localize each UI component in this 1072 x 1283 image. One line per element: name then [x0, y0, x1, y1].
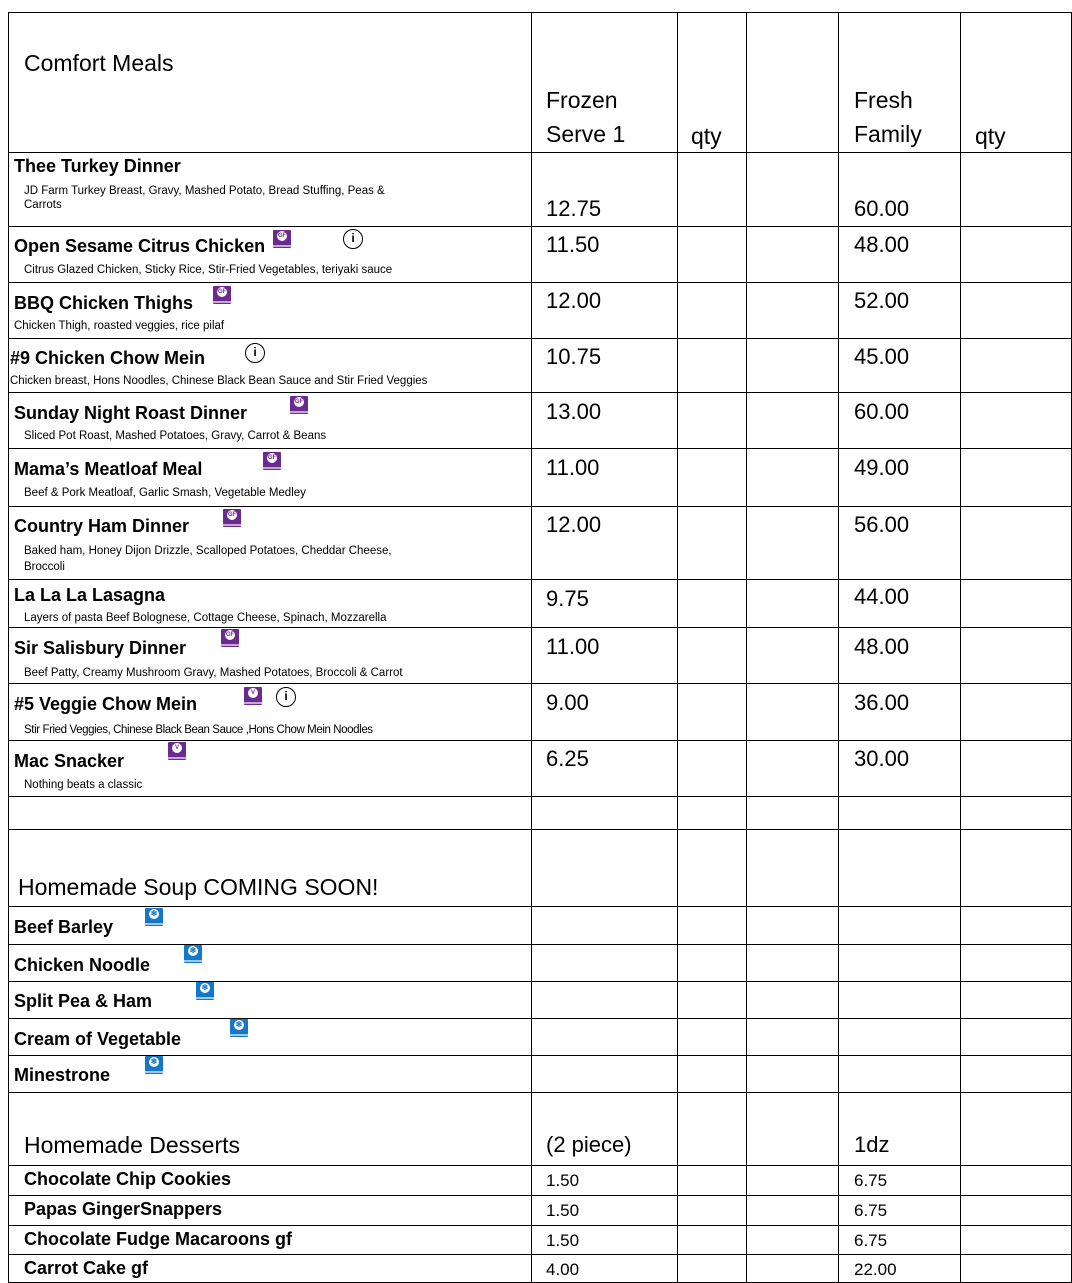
row-line — [8, 796, 1072, 797]
vegetarian-icon: V — [168, 742, 186, 760]
price-fresh: 48.00 — [854, 634, 910, 659]
price-fresh: 52.00 — [854, 288, 910, 313]
col-header-fresh: Fresh — [854, 87, 913, 113]
row-line — [8, 1195, 1072, 1196]
item-description: Beef Patty, Creamy Mushroom Gravy, Mashed Potatoes, Broccoli & Carrot — [24, 667, 403, 679]
soup-name: Beef Barley — [14, 917, 114, 937]
row-line — [8, 627, 1072, 628]
row-line — [8, 226, 1072, 227]
price-fresh: 56.00 — [854, 512, 910, 537]
item-name: #9 Chicken Chow Mein — [10, 348, 206, 368]
col-header-qty-fresh: qty — [975, 123, 1006, 149]
soup-name: Cream of Vegetable — [14, 1029, 182, 1049]
col-header-2-piece: (2 piece) — [546, 1132, 632, 1157]
price-frozen: 12.00 — [546, 288, 602, 313]
item-description: Beef & Pork Meatloaf, Garlic Smash, Vegetable Medley — [24, 487, 306, 499]
price-2-piece: 1.50 — [546, 1231, 580, 1250]
price-2-piece: 4.00 — [546, 1260, 580, 1279]
price-frozen: 10.75 — [546, 344, 602, 369]
frozen-snowflake-icon: ❄ — [145, 908, 163, 926]
col-header-dozen: 1dz — [854, 1132, 890, 1157]
dessert-name: Chocolate Fudge Macaroons gf — [24, 1229, 293, 1249]
row-line — [8, 506, 1072, 507]
price-dozen: 6.75 — [854, 1231, 888, 1250]
item-description: Broccoli — [24, 561, 65, 573]
price-frozen: 9.00 — [546, 690, 589, 715]
item-name: Sir Salisbury Dinner — [14, 638, 187, 658]
row-line — [8, 579, 1072, 580]
gluten-friendly-icon: GF — [223, 509, 241, 527]
row-line — [8, 683, 1072, 684]
price-fresh: 45.00 — [854, 344, 910, 369]
price-frozen: 6.25 — [546, 746, 589, 771]
gluten-friendly-icon: GF — [290, 396, 308, 414]
price-fresh: 60.00 — [854, 399, 910, 424]
item-description: Layers of pasta Beef Bolognese, Cottage Cheese, Spinach, Mozzarella — [24, 612, 387, 624]
vegetarian-icon: V — [244, 687, 262, 705]
row-line — [8, 282, 1072, 283]
soup-name: Split Pea & Ham — [14, 991, 153, 1011]
soup-name: Chicken Noodle — [14, 955, 151, 975]
row-line — [8, 944, 1072, 945]
item-description: Carrots — [24, 199, 62, 211]
item-description: Nothing beats a classic — [24, 779, 143, 791]
row-line — [8, 1092, 1072, 1093]
item-description: JD Farm Turkey Breast, Gravy, Mashed Potato, Bread Stuffing, Peas & — [24, 185, 385, 197]
gluten-friendly-icon: GF — [213, 286, 231, 304]
price-2-piece: 1.50 — [546, 1201, 580, 1220]
section-title-soup: Homemade Soup COMING SOON! — [18, 874, 379, 900]
price-fresh: 36.00 — [854, 690, 910, 715]
row-line — [8, 1225, 1072, 1226]
frozen-snowflake-icon: ❄ — [184, 945, 202, 963]
col-header-serve-1: Serve 1 — [546, 121, 626, 147]
price-fresh: 44.00 — [854, 584, 910, 609]
gluten-friendly-icon: GF — [221, 629, 239, 647]
price-frozen: 11.00 — [546, 455, 600, 480]
item-name: Country Ham Dinner — [14, 516, 190, 536]
soup-name: Minestrone — [14, 1065, 111, 1085]
price-fresh: 48.00 — [854, 232, 910, 257]
dessert-name: Chocolate Chip Cookies — [24, 1169, 232, 1189]
item-name: Sunday Night Roast Dinner — [14, 403, 248, 423]
row-line — [8, 740, 1072, 741]
row-line — [8, 1254, 1072, 1255]
border-top — [8, 12, 1072, 13]
item-description: Chicken breast, Hons Noodles, Chinese Black Bean Sauce and Stir Fried Veggies — [10, 375, 428, 387]
row-line — [8, 338, 1072, 339]
row-line — [8, 448, 1072, 449]
price-fresh: 60.00 — [854, 196, 910, 221]
row-line — [8, 1055, 1072, 1056]
price-dozen: 6.75 — [854, 1201, 888, 1220]
section-title-desserts: Homemade Desserts — [24, 1132, 241, 1158]
no-soy-icon: i — [343, 229, 363, 249]
item-name: La La La Lasagna — [14, 585, 166, 605]
frozen-snowflake-icon: ❄ — [145, 1056, 163, 1074]
item-name: BBQ Chicken Thighs — [14, 293, 194, 313]
price-fresh: 49.00 — [854, 455, 910, 480]
row-line — [8, 829, 1072, 830]
no-soy-icon: i — [276, 687, 296, 707]
col-header-frozen: Frozen — [546, 87, 618, 113]
frozen-snowflake-icon: ❄ — [196, 982, 214, 1000]
item-description: Sliced Pot Roast, Mashed Potatoes, Gravy, Carrot & Beans — [24, 430, 327, 442]
price-frozen: 13.00 — [546, 399, 602, 424]
item-description: Chicken Thigh, roasted veggies, rice pilaf — [14, 320, 225, 332]
frozen-snowflake-icon: ❄ — [230, 1019, 248, 1037]
row-line — [8, 1165, 1072, 1166]
section-title-comfort-meals: Comfort Meals — [24, 50, 174, 76]
price-frozen: 9.75 — [546, 586, 589, 611]
item-name: Mac Snacker — [14, 751, 125, 771]
row-line — [8, 152, 1072, 153]
row-line — [8, 981, 1072, 982]
row-line — [8, 906, 1072, 907]
gluten-friendly-icon: GF — [263, 452, 281, 470]
price-fresh: 30.00 — [854, 746, 910, 771]
item-name: Open Sesame Citrus Chicken — [14, 236, 266, 256]
item-name: Mama’s Meatloaf Meal — [14, 459, 203, 479]
col-header-qty-frozen: qty — [691, 123, 722, 149]
price-frozen: 12.00 — [546, 512, 602, 537]
no-soy-icon: i — [245, 343, 265, 363]
dessert-name: Papas GingerSnappers — [24, 1199, 223, 1219]
price-frozen: 12.75 — [546, 196, 602, 221]
price-dozen: 22.00 — [854, 1260, 897, 1279]
price-dozen: 6.75 — [854, 1171, 888, 1190]
price-frozen: 11.00 — [546, 634, 600, 659]
price-2-piece: 1.50 — [546, 1171, 580, 1190]
item-description: Baked ham, Honey Dijon Drizzle, Scalloped Potatoes, Cheddar Cheese, — [24, 545, 392, 557]
menu-order-sheet — [8, 0, 1072, 1283]
col-header-family: Family — [854, 121, 922, 147]
row-line — [8, 392, 1072, 393]
dessert-name: Carrot Cake gf — [24, 1258, 149, 1278]
price-frozen: 11.50 — [546, 232, 600, 257]
gluten-friendly-icon: GF — [273, 230, 291, 248]
item-description: Citrus Glazed Chicken, Sticky Rice, Stir-Fried Vegetables, teriyaki sauce — [24, 264, 393, 276]
row-line — [8, 1018, 1072, 1019]
item-name: Thee Turkey Dinner — [14, 156, 181, 176]
item-name: #5 Veggie Chow Mein — [14, 694, 198, 714]
item-description: Stir Fried Veggies, Chinese Black Bean Sauce ,Hons Chow Mein Noodles — [24, 724, 373, 736]
